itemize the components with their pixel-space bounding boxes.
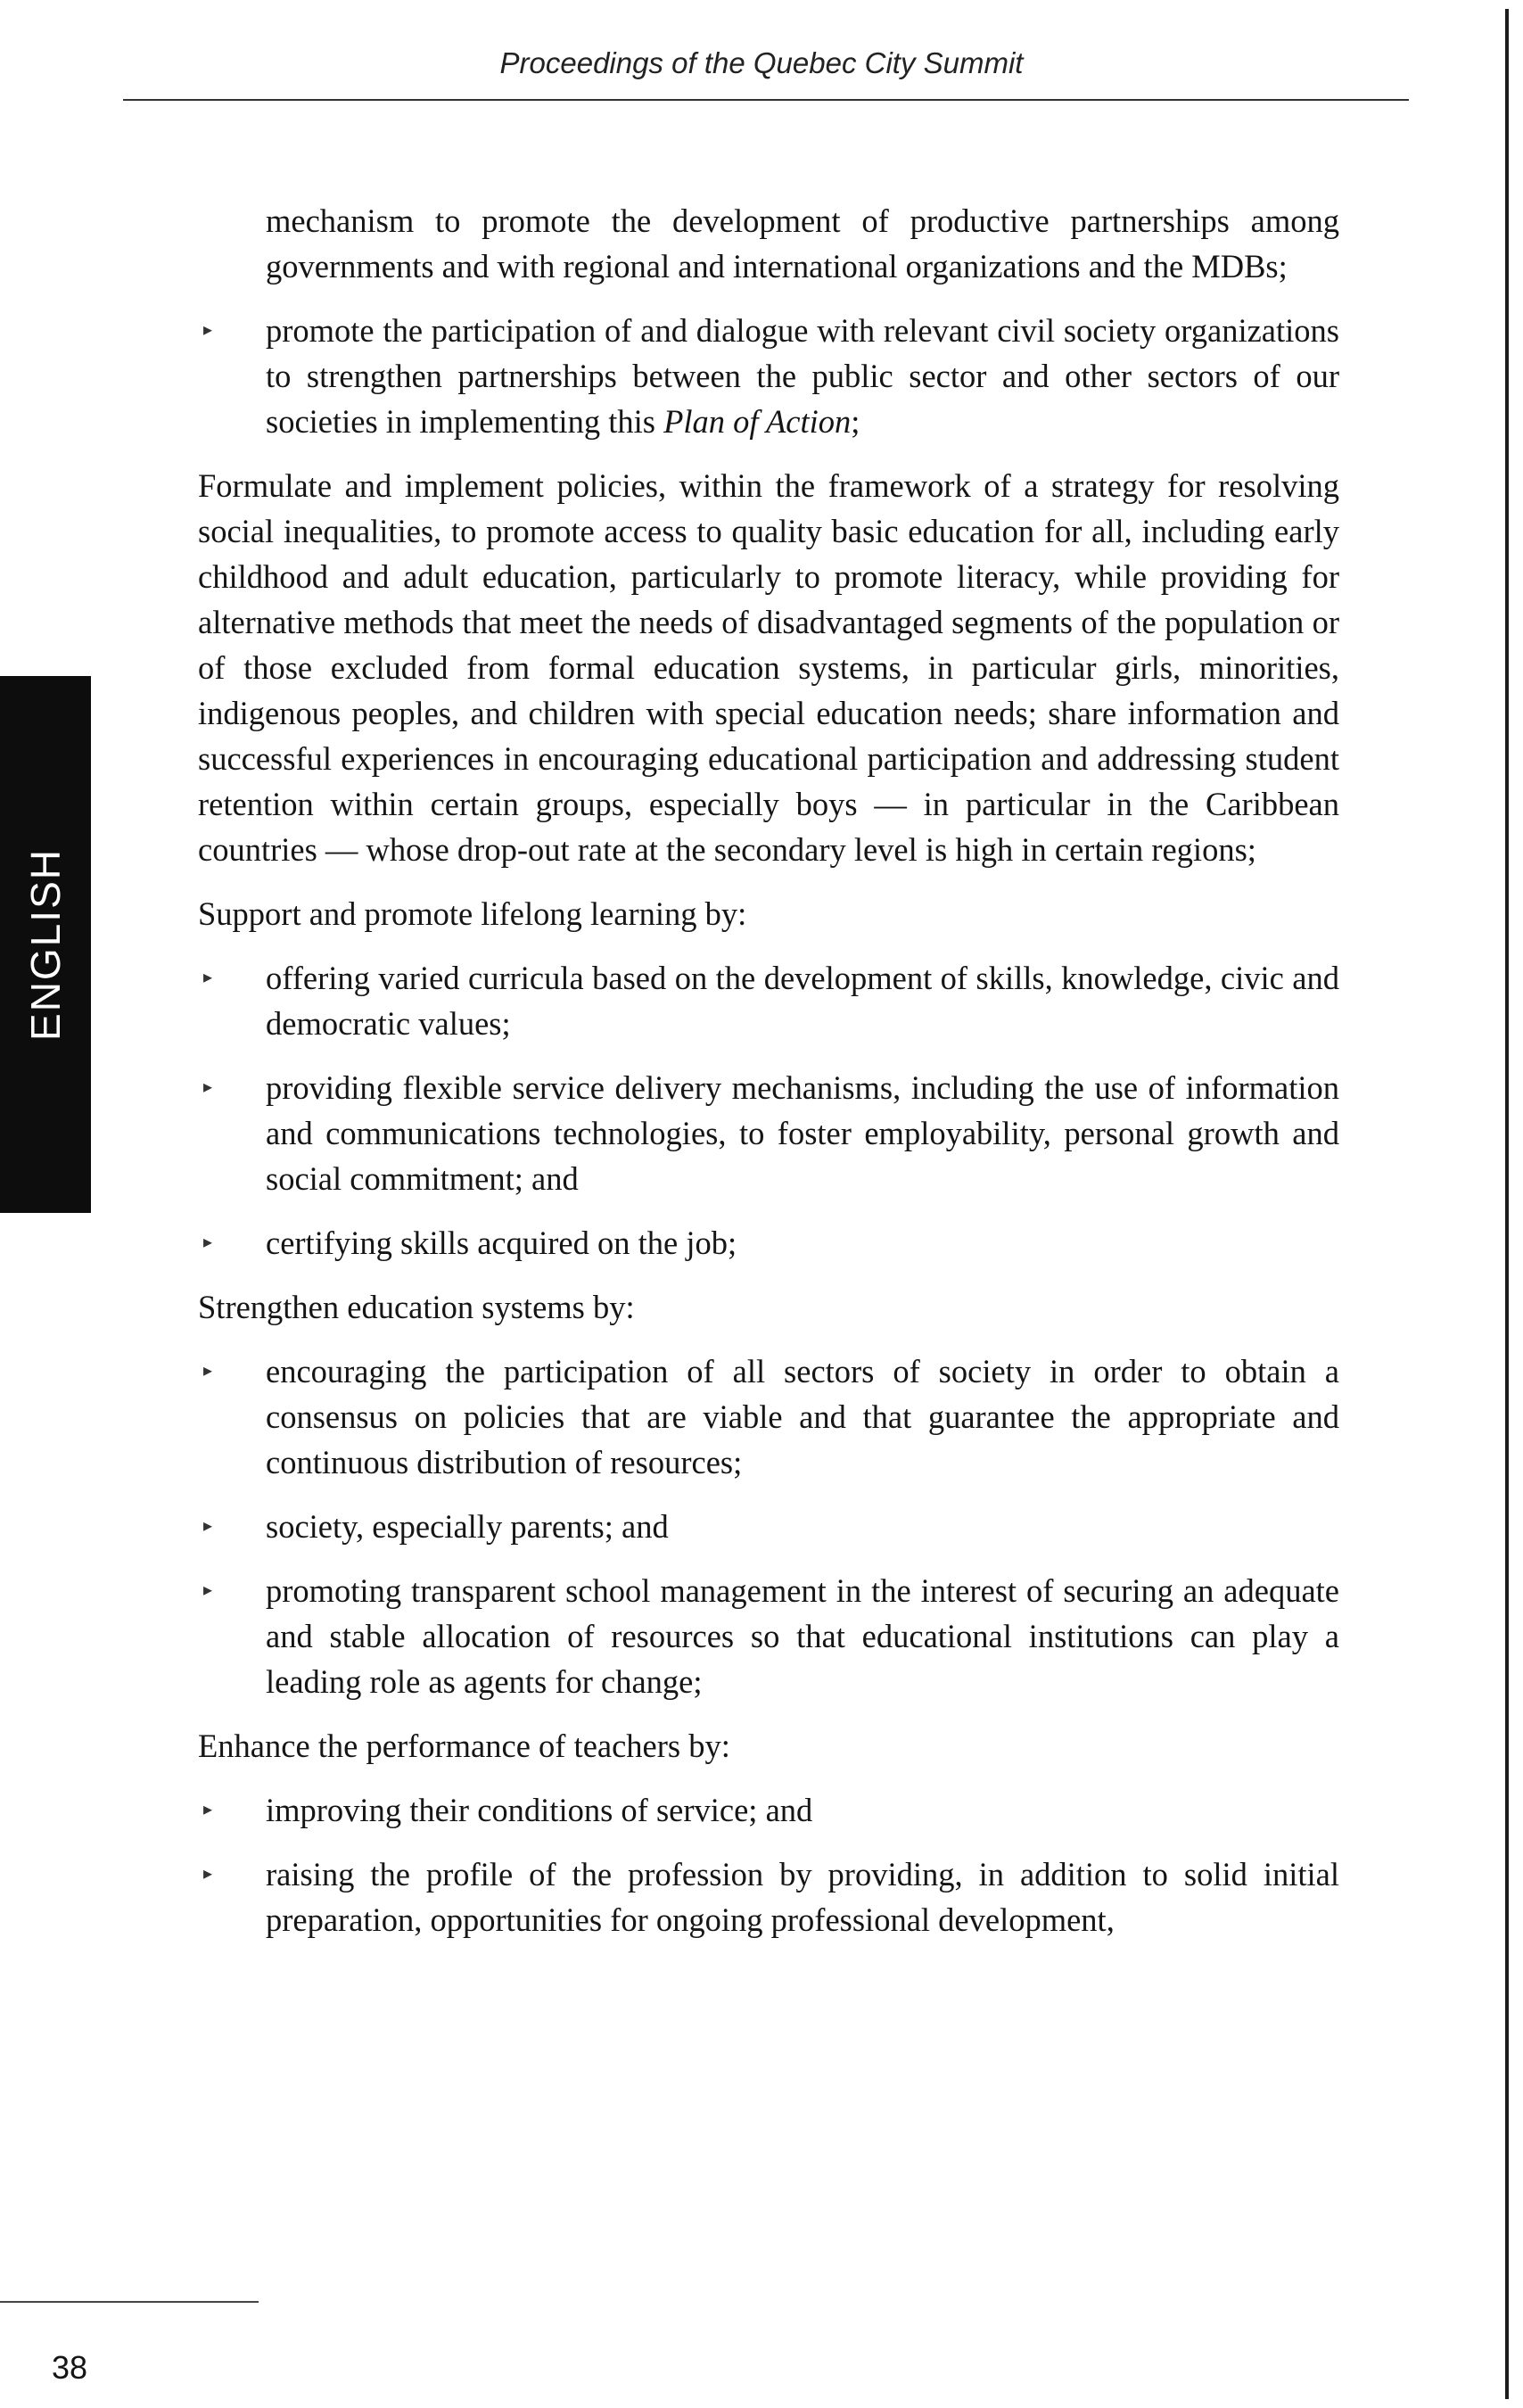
para-formulate: Formulate and implement policies, within the framework of a strategy for resolving social inequalities, to promote access to quality basic education for all, including early childhood and adult education, particularly to promote literacy, while providing for alternative methods that meet the needs of disadvantaged segments of the population or of those excluded from formal education systems, in particular girls, minorities, indigenous peoples, and children with special education needs; share information and successful experiences in encouraging educational participation and addressing student retention within certain groups, especially boys — in particular in the Caribbean countries — whose drop-out rate at the secondary level is high in certain regions;	[198, 467, 1339, 868]
bullet-marker-icon: ▸	[203, 1233, 213, 1252]
bullet-marker-icon: ▸	[203, 1800, 213, 1819]
bullet-certifying	[203, 1220, 1339, 1266]
language-tab-label: ENGLISH	[22, 848, 69, 1041]
bullet-marker-icon: ▸	[203, 1361, 213, 1381]
bullet-civil-society	[203, 308, 1339, 444]
bullet-marker-icon: ▸	[203, 1516, 213, 1536]
para-teachers: Enhance the performance of teachers by:	[198, 1728, 730, 1764]
language-tab	[0, 676, 91, 1213]
bullet-text: promote the participation of and dialogue with relevant civil society organizations to strengthen partnerships between the public sector and other sectors of our societies in implementing this	[266, 312, 1339, 440]
bullet-marker-icon: ▸	[203, 320, 213, 340]
bullet-management	[203, 1568, 1339, 1704]
bullet-text: raising the profile of the profession by providing, in addition to solid initial preparation, opportunities for ongoing professional development,	[266, 1856, 1339, 1938]
bullet-marker-icon: ▸	[203, 1077, 213, 1097]
bullet-text: certifying skills acquired on the job;	[266, 1225, 737, 1261]
page-edge-line	[1505, 9, 1509, 2399]
header-rule	[123, 99, 1409, 101]
bullet-text: society, especially parents; and	[266, 1508, 669, 1545]
bullet-society	[203, 1504, 1339, 1549]
page-number: 38	[52, 2349, 88, 2386]
bullet-text: encouraging the participation of all sectors of society in order to obtain a consensus on policies that are viable and that guarantee the appropriate and continuous distribution of resources;	[266, 1353, 1339, 1480]
bullet-curricula	[203, 955, 1339, 1046]
footer-rule	[0, 2301, 259, 2303]
para-lifelong: Support and promote lifelong learning by:	[198, 895, 747, 932]
bullet-profession	[203, 1851, 1339, 1942]
plan-of-action-title: Plan of Action	[663, 403, 852, 440]
running-title: Proceedings of the Quebec City Summit	[499, 46, 1024, 79]
bullet-delivery	[203, 1065, 1339, 1201]
continuation-text: mechanism to promote the development of productive partnerships among governments and with regional and international organizations and the MDBs;	[266, 202, 1339, 285]
bullet-text: promoting transparent school management in the interest of securing an adequate and stable allocation of resources so that educational institutions can play a leading role as agents for change;	[266, 1572, 1339, 1700]
bullet-text: offering varied curricula based on the development of skills, knowledge, civic and democratic values;	[266, 960, 1339, 1042]
bullet-text: improving their conditions of service; and	[266, 1792, 813, 1828]
bullet-text-end: ;	[851, 403, 860, 440]
bullet-participation	[203, 1348, 1339, 1485]
bullet-marker-icon: ▸	[203, 1580, 213, 1600]
body-text	[198, 198, 1339, 1942]
bullet-conditions	[203, 1787, 1339, 1833]
bullet-marker-icon: ▸	[203, 968, 213, 987]
para-strengthen: Strengthen education systems by:	[198, 1289, 635, 1325]
bullet-marker-icon: ▸	[203, 1864, 213, 1884]
bullet-text: providing flexible service delivery mechanisms, including the use of information and communications technologies, to foster employability, personal growth and social commitment; and	[266, 1069, 1339, 1197]
